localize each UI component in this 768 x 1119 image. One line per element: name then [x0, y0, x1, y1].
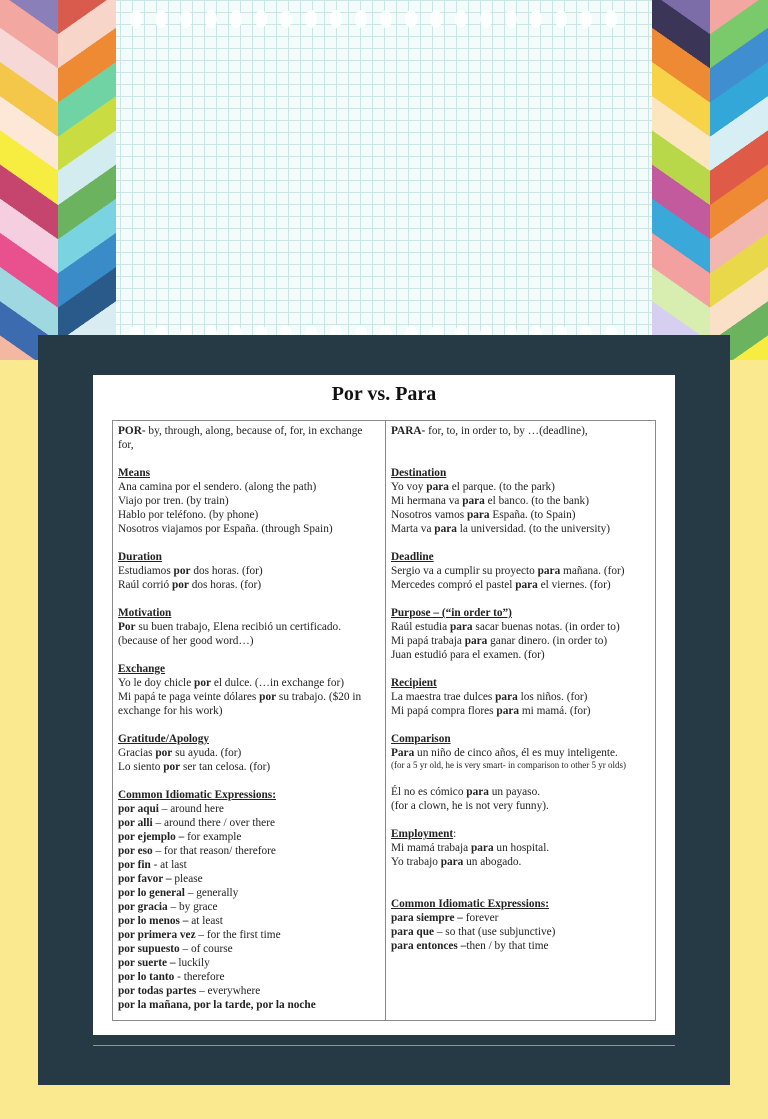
por-para-table — [112, 420, 656, 1021]
chevron-stripe-left-a — [0, 0, 58, 360]
idiom-item: por eso – for that reason/ therefore — [118, 845, 276, 857]
section-heading-means: Means — [118, 467, 151, 479]
chevron-stripe-left-b — [58, 0, 116, 360]
idiom-item: por supuesto – of course — [118, 943, 233, 955]
idiom-item: para entonces –then / by that time — [391, 940, 549, 952]
idiom-item: por ejemplo – for example — [118, 831, 242, 843]
section-heading-destination: Destination — [391, 467, 447, 479]
section-heading-deadline: Deadline — [391, 551, 434, 563]
idiom-item: por lo tanto - therefore — [118, 971, 225, 983]
section-heading-por-idioms: Common Idiomatic Expressions: — [118, 789, 276, 801]
notebook-holes-top — [130, 10, 650, 30]
idiom-item: por aqui – around here — [118, 803, 224, 815]
section-heading-purpose: Purpose – (“in order to”) — [391, 607, 512, 619]
chevron-stripe-right-a — [652, 0, 710, 360]
document-page — [93, 375, 675, 1035]
section-heading-comparison: Comparison — [391, 733, 451, 745]
idiom-item: por alli – around there / over there — [118, 817, 275, 829]
section-heading-duration: Duration — [118, 551, 162, 563]
idiom-item: por lo general – generally — [118, 887, 239, 899]
idiom-item: por gracia – by grace — [118, 901, 218, 913]
para-intro: PARA- for, to, in order to, by …(deadline), — [391, 425, 588, 437]
idiom-item: por fin - at last — [118, 859, 187, 871]
idiom-item: por lo menos – at least — [118, 915, 223, 927]
section-heading-recipient: Recipient — [391, 677, 437, 689]
gold-divider-line — [93, 1045, 675, 1046]
idiom-item: para que – so that (use subjunctive) — [391, 926, 556, 938]
section-heading-para-idioms: Common Idiomatic Expressions: — [391, 898, 549, 910]
por-intro: POR- by, through, along, because of, for, in exchange for, — [118, 425, 363, 451]
chevron-stripe-right-b — [710, 0, 768, 360]
por-column: POR- by, through, along, because of, for, in exchange for, Means Ana camina por el sendero. (along the path) Viajo por tren. (by train) Hablo por teléfono. (by phone) Nosotros viajamos por España. (through Spain) Duration Estudiamos por dos horas. (for) Raúl corrió por dos horas. (for) Motivation Por su buen trabajo, Elena recibió un certificado. (because of her good word…) Exchange Yo le doy chicle por el dulce. (…in exchange for) Mi papá te paga veinte dólares por su trabajo. ($20 in exchange for his work) Gratitude/Apology Gracias por su ayuda. (for) Lo siento por ser tan celosa. (for) Common Idiomatic Expressions: por aqui – around here por alli – around there / over there por ejemplo – for example por eso – for that reason/ therefore por fin - at last por favor – please por lo general – generally por gracia – by grace por lo menos – at least por primera vez – for the first time por supuesto – of course por suerte – luckily por lo tanto - therefore por todas partes – everywhere por la mañana, por la tarde, por la noche — [113, 421, 386, 1020]
idiom-item: por la mañana, por la tarde, por la noche — [118, 999, 316, 1011]
idiom-item: por suerte – luckily — [118, 957, 210, 969]
para-column: PARA- for, to, in order to, by …(deadline), Destination Yo voy para el parque. (to the park) Mi hermana va para el banco. (to the bank) Nosotros vamos para España. (to Spain) Marta va para la universidad. (to the university) Deadline Sergio va a cumplir su proyecto para mañana. (for) Mercedes compró el pastel para el viernes. (for) Purpose – (“in order to”) Raúl estudia para sacar buenas notas. (in order to) Mi papá trabaja para ganar dinero. (in order to) Juan estudió para el examen. (for) Recipient La maestra trae dulces para los niños. (for) Mi papá compra flores para mi mamá. (for) Comparison Para un niño de cinco años, él es muy inteligente. (for a 5 yr old, he is very smart- in comparison to other 5 yr olds) Él no es cómico para un payaso. (for a clown, he is not very funny). Employment: Mi mamá trabaja para un hospital. Yo trabajo para un abogado. Common Idiomatic Expressions: para siempre – forever para que – so that (use subjunctive) para entonces –then / by that time — [386, 421, 655, 1020]
idiom-item: para siempre – forever — [391, 912, 499, 924]
section-heading-gratitude: Gratitude/Apology — [118, 733, 210, 745]
idiom-item: por todas partes – everywhere — [118, 985, 261, 997]
section-heading-motivation: Motivation — [118, 607, 172, 619]
section-heading-employment: Employment — [391, 828, 454, 840]
document-title: Por vs. Para — [331, 383, 437, 405]
idiom-item: por primera vez – for the first time — [118, 929, 281, 941]
section-heading-exchange: Exchange — [118, 663, 166, 675]
idiom-item: por favor – please — [118, 873, 203, 885]
